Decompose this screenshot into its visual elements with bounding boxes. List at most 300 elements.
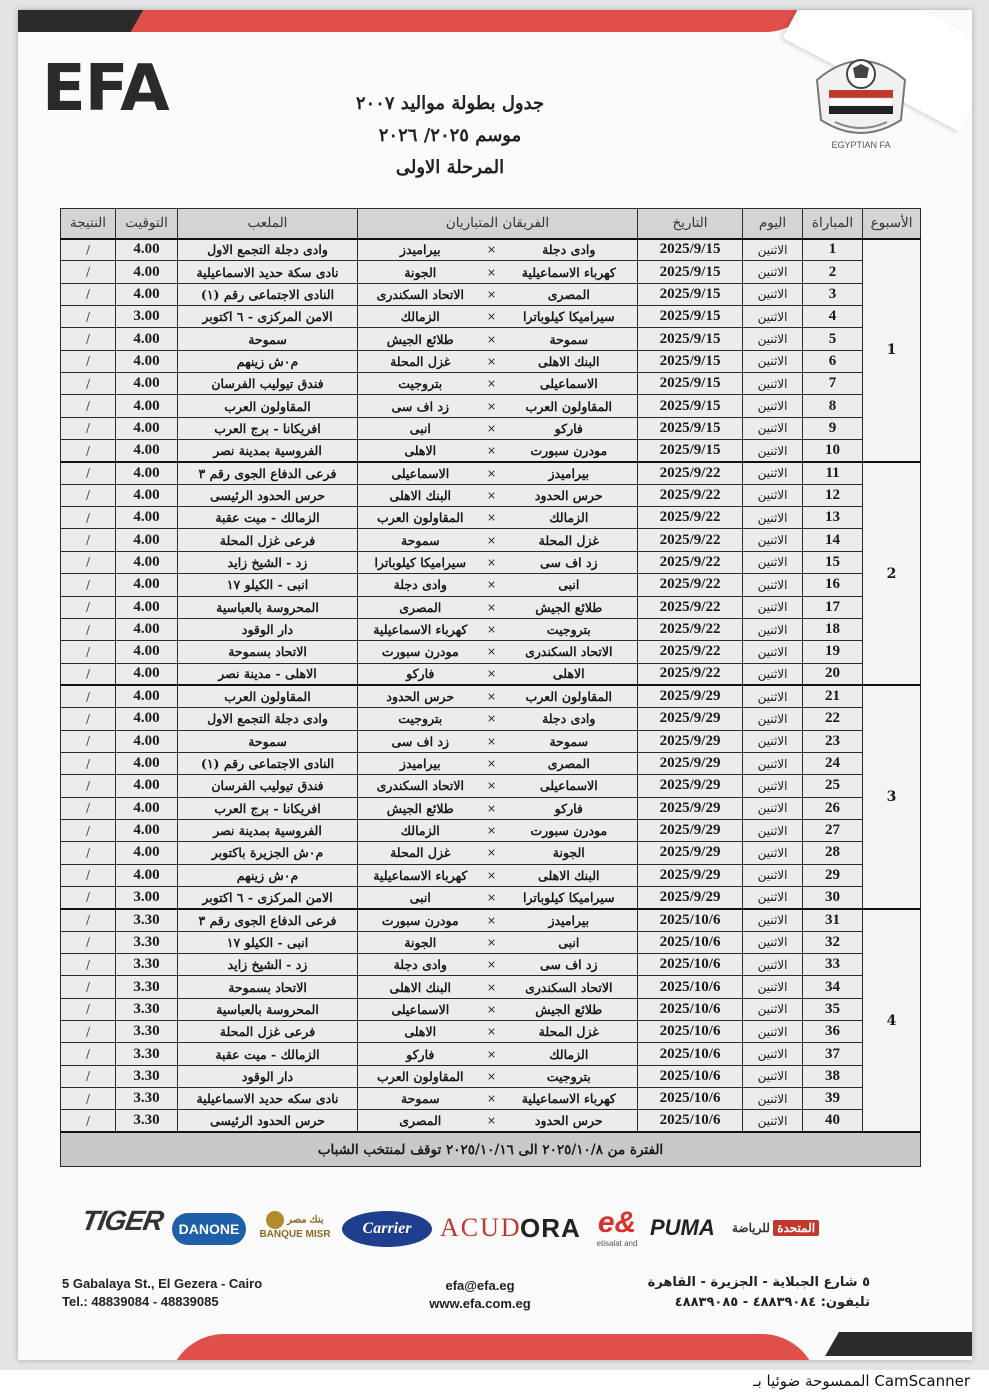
vs-separator: × [483, 909, 501, 931]
kickoff-time: 3.30 [116, 1088, 178, 1110]
table-row [61, 708, 921, 730]
vs-separator: × [483, 529, 501, 551]
result-cell: / [61, 730, 116, 752]
danone-logo: DANONE [172, 1213, 246, 1245]
table-row [61, 663, 921, 685]
match-number: 23 [803, 730, 863, 752]
away-team: انبى [358, 886, 483, 908]
result-cell: / [61, 641, 116, 663]
result-cell: / [61, 775, 116, 797]
vs-separator: × [483, 350, 501, 372]
result-cell: / [61, 306, 116, 328]
table-row [61, 417, 921, 439]
stadium: سموحة [178, 730, 358, 752]
match-day: الاثنين [743, 864, 803, 886]
home-team: وادى دجلة [501, 708, 638, 730]
away-team: بتروجيت [358, 373, 483, 395]
stadium: الاتحاد بسموحة [178, 976, 358, 998]
stadium: الزمالك - ميت عقبة [178, 507, 358, 529]
match-day: الاثنين [743, 976, 803, 998]
home-team: مودرن سبورت [501, 819, 638, 841]
match-number: 40 [803, 1110, 863, 1132]
table-header-row [61, 209, 921, 239]
vs-separator: × [483, 261, 501, 283]
match-date: 2025/9/15 [638, 306, 743, 328]
kickoff-time: 4.00 [116, 373, 178, 395]
match-day: الاثنين [743, 730, 803, 752]
table-row [61, 1110, 921, 1132]
away-team: وادى دجلة [358, 954, 483, 976]
match-number: 34 [803, 976, 863, 998]
match-number: 14 [803, 529, 863, 551]
away-team: غزل المحلة [358, 842, 483, 864]
match-date: 2025/9/22 [638, 529, 743, 551]
match-day: الاثنين [743, 819, 803, 841]
footer-address-en [62, 1275, 262, 1311]
away-team: البنك الاهلى [358, 484, 483, 506]
vs-separator: × [483, 417, 501, 439]
vs-separator: × [483, 998, 501, 1020]
vs-separator: × [483, 1088, 501, 1110]
match-date: 2025/10/6 [638, 1021, 743, 1043]
vs-separator: × [483, 596, 501, 618]
match-number: 38 [803, 1065, 863, 1087]
away-team: المصرى [358, 1110, 483, 1132]
vs-separator: × [483, 730, 501, 752]
tel-ar: تليفون: ٤٨٨٣٩٠٨٤ - ٤٨٨٣٩٠٨٥ [674, 1295, 870, 1310]
address-en: 5 Gabalaya St., El Gezera - Cairo [62, 1276, 263, 1291]
match-day: الاثنين [743, 395, 803, 417]
stadium: انبى - الكيلو ١٧ [178, 931, 358, 953]
away-team: مودرن سبورت [358, 641, 483, 663]
result-cell: / [61, 596, 116, 618]
result-cell: / [61, 1065, 116, 1087]
away-team: الجونة [358, 931, 483, 953]
match-number: 15 [803, 551, 863, 573]
match-date: 2025/9/15 [638, 283, 743, 305]
match-day: الاثنين [743, 1088, 803, 1110]
home-team: بيراميدز [501, 462, 638, 484]
result-cell: / [61, 551, 116, 573]
match-date: 2025/9/22 [638, 574, 743, 596]
table-row [61, 373, 921, 395]
match-day: الاثنين [743, 484, 803, 506]
stadium: المحروسة بالعباسية [178, 998, 358, 1020]
match-number: 18 [803, 618, 863, 640]
table-row [61, 976, 921, 998]
home-team: المصرى [501, 752, 638, 774]
result-cell: / [61, 484, 116, 506]
kickoff-time: 4.00 [116, 708, 178, 730]
efa-logo: EFA [42, 52, 169, 126]
vs-separator: × [483, 976, 501, 998]
match-number: 27 [803, 819, 863, 841]
home-team: انبى [501, 931, 638, 953]
result-cell: / [61, 931, 116, 953]
match-date: 2025/10/6 [638, 954, 743, 976]
match-day: الاثنين [743, 931, 803, 953]
away-team: طلائع الجيش [358, 797, 483, 819]
result-cell: / [61, 239, 116, 261]
away-team: البنك الاهلى [358, 976, 483, 998]
match-date: 2025/9/15 [638, 261, 743, 283]
table-row [61, 954, 921, 976]
match-day: الاثنين [743, 1065, 803, 1087]
vs-separator: × [483, 685, 501, 707]
kickoff-time: 3.30 [116, 1043, 178, 1065]
match-day: الاثنين [743, 886, 803, 908]
kickoff-time: 4.00 [116, 685, 178, 707]
match-date: 2025/10/6 [638, 976, 743, 998]
home-team: غزل المحلة [501, 1021, 638, 1043]
header-time: التوقيت [116, 209, 178, 239]
kickoff-time: 3.30 [116, 954, 178, 976]
kickoff-time: 3.00 [116, 886, 178, 908]
vs-separator: × [483, 1043, 501, 1065]
match-day: الاثنين [743, 306, 803, 328]
stadium: النادى الاجتماعى رقم (١) [178, 283, 358, 305]
kickoff-time: 3.30 [116, 1110, 178, 1132]
away-team: بتروجيت [358, 708, 483, 730]
result-cell: / [61, 462, 116, 484]
result-cell: / [61, 1021, 116, 1043]
away-team: سموحة [358, 529, 483, 551]
match-date: 2025/10/6 [638, 931, 743, 953]
match-date: 2025/9/22 [638, 641, 743, 663]
stadium: نادى سكة حديد الاسماعيلية [178, 261, 358, 283]
result-cell: / [61, 752, 116, 774]
vs-separator: × [483, 373, 501, 395]
vs-separator: × [483, 395, 501, 417]
home-team: فاركو [501, 797, 638, 819]
home-team: زد اف سى [501, 954, 638, 976]
match-day: الاثنين [743, 462, 803, 484]
away-team: الاتحاد السكندرى [358, 775, 483, 797]
stadium: فرعى الدفاع الجوى رقم ٣ [178, 909, 358, 931]
table-row [61, 328, 921, 350]
stadium: المقاولون العرب [178, 395, 358, 417]
match-number: 10 [803, 440, 863, 462]
title-stage: المرحلة الاولى [395, 157, 505, 178]
kickoff-time: 4.00 [116, 574, 178, 596]
match-date: 2025/9/29 [638, 886, 743, 908]
match-day: الاثنين [743, 708, 803, 730]
match-number: 17 [803, 596, 863, 618]
home-team: الجونة [501, 842, 638, 864]
week-number: 3 [863, 685, 921, 908]
title-championship: جدول بطولة مواليد ٢٠٠٧ [355, 93, 545, 114]
title-season: موسم ٢٠٢٥/ ٢٠٢٦ [378, 125, 522, 146]
table-row [61, 283, 921, 305]
kickoff-time: 4.00 [116, 261, 178, 283]
home-team: سيراميكا كيلوباترا [501, 306, 638, 328]
etisalat-mark: e& [597, 1206, 637, 1239]
vs-separator: × [483, 507, 501, 529]
result-cell: / [61, 708, 116, 730]
kickoff-time: 4.00 [116, 663, 178, 685]
kickoff-time: 4.00 [116, 283, 178, 305]
match-day: الاثنين [743, 261, 803, 283]
away-team: انبى [358, 417, 483, 439]
kickoff-time: 4.00 [116, 752, 178, 774]
match-date: 2025/9/15 [638, 395, 743, 417]
kickoff-time: 4.00 [116, 328, 178, 350]
header-teams: الفريقان المتباريان [358, 209, 638, 239]
top-dark-stripe [18, 10, 146, 32]
stadium: افريكانا - برج العرب [178, 417, 358, 439]
home-team: كهرباء الاسماعيلية [501, 261, 638, 283]
match-number: 9 [803, 417, 863, 439]
vs-separator: × [483, 618, 501, 640]
match-date: 2025/9/29 [638, 797, 743, 819]
stadium: فرعى غزل المحلة [178, 529, 358, 551]
vs-separator: × [483, 440, 501, 462]
vs-separator: × [483, 551, 501, 573]
table-row [61, 864, 921, 886]
stadium: زد - الشيخ زايد [178, 551, 358, 573]
table-row [61, 909, 921, 931]
result-cell: / [61, 1043, 116, 1065]
vs-separator: × [483, 239, 501, 261]
home-team: الزمالك [501, 507, 638, 529]
match-number: 6 [803, 350, 863, 372]
united-label: للرياضة [732, 1221, 770, 1235]
stadium: زد - الشيخ زايد [178, 954, 358, 976]
result-cell: / [61, 1088, 116, 1110]
document-titles [300, 88, 600, 184]
result-cell: / [61, 261, 116, 283]
vs-separator: × [483, 775, 501, 797]
match-date: 2025/9/22 [638, 484, 743, 506]
match-day: الاثنين [743, 440, 803, 462]
kickoff-time: 4.00 [116, 440, 178, 462]
vs-separator: × [483, 819, 501, 841]
away-team: الاهلى [358, 1021, 483, 1043]
stadium: المحروسة بالعباسية [178, 596, 358, 618]
stadium: الزمالك - ميت عقبة [178, 1043, 358, 1065]
away-team: الجونة [358, 261, 483, 283]
vs-separator: × [483, 752, 501, 774]
result-cell: / [61, 328, 116, 350]
header-day: اليوم [743, 209, 803, 239]
away-team: كهرباء الاسماعيلية [358, 618, 483, 640]
kickoff-time: 3.30 [116, 998, 178, 1020]
match-day: الاثنين [743, 752, 803, 774]
vs-separator: × [483, 641, 501, 663]
table-row [61, 931, 921, 953]
banque-misr-ar: بنك مصر [287, 1214, 324, 1226]
footnote-row [61, 1132, 921, 1166]
match-number: 11 [803, 462, 863, 484]
match-day: الاثنين [743, 283, 803, 305]
table-row [61, 730, 921, 752]
home-team: المصرى [501, 283, 638, 305]
match-day: الاثنين [743, 797, 803, 819]
stadium: حرس الحدود الرئيسى [178, 484, 358, 506]
match-day: الاثنين [743, 1110, 803, 1132]
match-number: 21 [803, 685, 863, 707]
home-team: الاتحاد السكندرى [501, 976, 638, 998]
kickoff-time: 4.00 [116, 507, 178, 529]
stadium: الامن المركزى - ٦ اكتوبر [178, 886, 358, 908]
match-date: 2025/9/29 [638, 708, 743, 730]
email-link[interactable]: efa@efa.eg [445, 1278, 515, 1293]
home-team: غزل المحلة [501, 529, 638, 551]
week-number: 1 [863, 239, 921, 462]
match-number: 4 [803, 306, 863, 328]
match-number: 36 [803, 1021, 863, 1043]
result-cell: / [61, 350, 116, 372]
away-team: طلائع الجيش [358, 328, 483, 350]
away-team: الاهلى [358, 440, 483, 462]
table-row [61, 842, 921, 864]
address-ar: ٥ شارع الجبلاية - الجزيرة - القاهرة [647, 1275, 870, 1290]
result-cell: / [61, 842, 116, 864]
match-date: 2025/9/15 [638, 440, 743, 462]
match-day: الاثنين [743, 529, 803, 551]
home-team: بتروجيت [501, 618, 638, 640]
stadium: الفروسية بمدينة نصر [178, 440, 358, 462]
home-team: طلائع الجيش [501, 596, 638, 618]
vs-separator: × [483, 1021, 501, 1043]
match-date: 2025/9/29 [638, 775, 743, 797]
away-team: الزمالك [358, 819, 483, 841]
bottom-dark-stripe [825, 1332, 972, 1356]
vs-separator: × [483, 663, 501, 685]
match-day: الاثنين [743, 417, 803, 439]
kickoff-time: 4.00 [116, 618, 178, 640]
match-day: الاثنين [743, 1043, 803, 1065]
result-cell: / [61, 976, 116, 998]
match-day: الاثنين [743, 507, 803, 529]
kickoff-time: 3.30 [116, 1021, 178, 1043]
match-date: 2025/9/15 [638, 239, 743, 261]
tiger-logo: TIGER [79, 1205, 166, 1236]
stadium: فرعى الدفاع الجوى رقم ٣ [178, 462, 358, 484]
bottom-red-band [168, 1334, 818, 1360]
result-cell: / [61, 1110, 116, 1132]
match-number: 31 [803, 909, 863, 931]
table-row [61, 775, 921, 797]
match-number: 29 [803, 864, 863, 886]
result-cell: / [61, 819, 116, 841]
stadium: فندق تيوليب الفرسان [178, 775, 358, 797]
result-cell: / [61, 663, 116, 685]
away-team: المقاولون العرب [358, 507, 483, 529]
kickoff-time: 3.30 [116, 931, 178, 953]
result-cell: / [61, 998, 116, 1020]
vs-separator: × [483, 864, 501, 886]
match-number: 1 [803, 239, 863, 261]
away-team: زد اف سى [358, 395, 483, 417]
stadium: وادى دجلة التجمع الاول [178, 708, 358, 730]
home-team: الزمالك [501, 1043, 638, 1065]
kickoff-time: 3.00 [116, 306, 178, 328]
stadium: دار الوقود [178, 1065, 358, 1087]
vs-separator: × [483, 484, 501, 506]
sponsor-strip [60, 1205, 890, 1265]
table-row [61, 484, 921, 506]
table-row [61, 462, 921, 484]
carrier-logo: Carrier [342, 1211, 432, 1247]
away-team: الاسماعيلى [358, 998, 483, 1020]
kickoff-time: 4.00 [116, 350, 178, 372]
match-day: الاثنين [743, 842, 803, 864]
match-number: 37 [803, 1043, 863, 1065]
away-team: المصرى [358, 596, 483, 618]
match-number: 20 [803, 663, 863, 685]
stadium: المقاولون العرب [178, 685, 358, 707]
footer-address-ar [640, 1273, 870, 1313]
result-cell: / [61, 909, 116, 931]
header-result: النتيجة [61, 209, 116, 239]
fixtures-body [61, 239, 921, 1133]
match-day: الاثنين [743, 998, 803, 1020]
stadium: حرس الحدود الرئيسى [178, 1110, 358, 1132]
result-cell: / [61, 886, 116, 908]
home-team: فاركو [501, 417, 638, 439]
vs-separator: × [483, 283, 501, 305]
away-team: الاتحاد السكندرى [358, 283, 483, 305]
home-team: بتروجيت [501, 1065, 638, 1087]
table-row [61, 574, 921, 596]
home-team: البنك الاهلى [501, 350, 638, 372]
table-row [61, 395, 921, 417]
match-number: 22 [803, 708, 863, 730]
match-day: الاثنين [743, 239, 803, 261]
match-date: 2025/9/22 [638, 551, 743, 573]
header-stadium: الملعب [178, 209, 358, 239]
home-team: الاهلى [501, 663, 638, 685]
home-team: الاسماعيلى [501, 775, 638, 797]
match-date: 2025/10/6 [638, 1043, 743, 1065]
stadium: م٠ش زينهم [178, 350, 358, 372]
match-day: الاثنين [743, 641, 803, 663]
match-number: 3 [803, 283, 863, 305]
vs-separator: × [483, 306, 501, 328]
stadium: وادى دجلة التجمع الاول [178, 239, 358, 261]
table-row [61, 306, 921, 328]
kickoff-time: 4.00 [116, 596, 178, 618]
table-row [61, 1065, 921, 1087]
stadium: دار الوقود [178, 618, 358, 640]
match-date: 2025/9/15 [638, 350, 743, 372]
vs-separator: × [483, 1065, 501, 1087]
vs-separator: × [483, 886, 501, 908]
result-cell: / [61, 529, 116, 551]
match-date: 2025/9/15 [638, 417, 743, 439]
home-team: المقاولون العرب [501, 395, 638, 417]
match-number: 26 [803, 797, 863, 819]
website-link[interactable]: www.efa.com.eg [429, 1296, 531, 1311]
home-team: الاسماعيلى [501, 373, 638, 395]
home-team: بيراميدز [501, 909, 638, 931]
vs-separator: × [483, 708, 501, 730]
home-team: انبى [501, 574, 638, 596]
match-day: الاثنين [743, 350, 803, 372]
stadium: فندق تيوليب الفرسان [178, 373, 358, 395]
kickoff-time: 4.00 [116, 819, 178, 841]
table-row [61, 998, 921, 1020]
vs-separator: × [483, 462, 501, 484]
home-team: كهرباء الاسماعيلية [501, 1088, 638, 1110]
stadium: الامن المركزى - ٦ اكتوبر [178, 306, 358, 328]
vs-separator: × [483, 931, 501, 953]
stadium: م٠ش زينهم [178, 864, 358, 886]
footer-contact [410, 1277, 550, 1313]
match-date: 2025/9/29 [638, 864, 743, 886]
stadium: الاهلى - مدينة نصر [178, 663, 358, 685]
